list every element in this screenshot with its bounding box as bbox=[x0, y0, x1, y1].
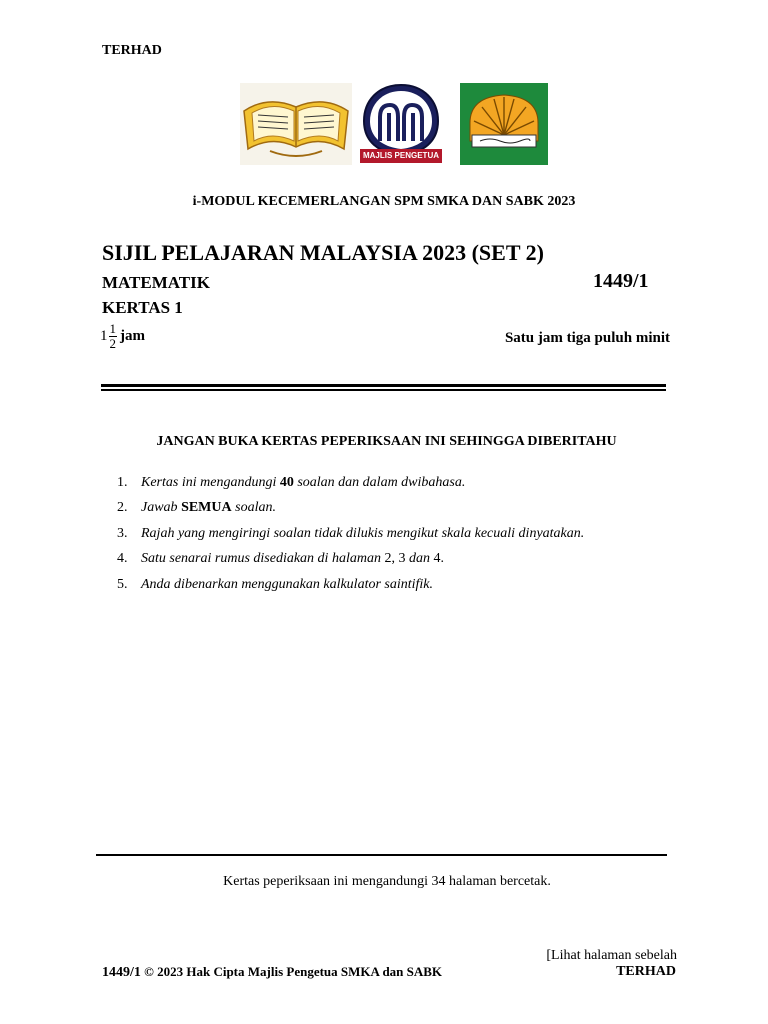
list-item bbox=[117, 470, 584, 496]
copyright-text: © 2023 Hak Cipta Majlis Pengetua SMKA dan SABK bbox=[144, 964, 443, 979]
item-number: 1. bbox=[117, 474, 128, 490]
institution-logo bbox=[460, 83, 548, 165]
item-text bbox=[141, 475, 465, 491]
duration-fraction bbox=[100, 322, 145, 351]
list-item bbox=[117, 572, 584, 598]
fraction bbox=[109, 322, 118, 351]
item-text: Anda dibenarkan menggunakan kalkulator saintifik. bbox=[141, 576, 434, 592]
paper-number: KERTAS 1 bbox=[102, 298, 183, 317]
page-count-note: Kertas peperiksaan ini mengandungi 34 halaman bercetak. bbox=[223, 874, 551, 889]
footer-copyright bbox=[102, 964, 442, 981]
footer-divider bbox=[96, 854, 667, 856]
item-text-part: Kertas ini mengandungi bbox=[141, 474, 280, 490]
item-number: 3. bbox=[117, 525, 128, 541]
classification-header: TERHAD bbox=[102, 43, 162, 58]
exam-title: SIJIL PELAJARAN MALAYSIA 2023 (SET 2) bbox=[102, 240, 544, 265]
subject-name: MATEMATIK bbox=[102, 273, 210, 292]
item-text: Rajah yang mengiringi soalan tidak dilukis mengikut skala kecuali dinyatakan. bbox=[141, 525, 585, 541]
list-item bbox=[117, 521, 584, 547]
duration-words: Satu jam tiga puluh minit bbox=[504, 330, 670, 346]
item-text-part: Jawab bbox=[141, 500, 182, 516]
classification-footer: TERHAD bbox=[616, 964, 676, 979]
separator: , bbox=[391, 551, 399, 567]
duration-unit: jam bbox=[120, 328, 145, 344]
divider-thick bbox=[101, 384, 666, 387]
module-title: i-MODUL KECEMERLANGAN SPM SMKA DAN SABK 2023 bbox=[192, 194, 576, 209]
item-text-part: Satu senarai rumus disediakan di halaman bbox=[141, 551, 385, 567]
fraction-denominator: 2 bbox=[109, 336, 116, 351]
item-text-part: dan bbox=[405, 551, 434, 567]
emphasis-all: SEMUA bbox=[181, 500, 232, 516]
page-ref: 4 bbox=[433, 551, 441, 567]
item-text bbox=[141, 500, 276, 516]
duration-whole: 1 bbox=[100, 328, 108, 344]
item-number: 2. bbox=[117, 500, 128, 516]
item-number: 4. bbox=[117, 551, 128, 567]
page-ref: 3 bbox=[398, 551, 406, 567]
instructions-list bbox=[117, 470, 584, 598]
paper-code: 1449/1 bbox=[593, 270, 649, 292]
footer-code: 1449/1 bbox=[102, 965, 141, 980]
item-text bbox=[141, 551, 444, 567]
divider-thin bbox=[101, 389, 666, 391]
logo-caption: MAJLIS PENGETUA SMKA bbox=[362, 151, 439, 172]
list-item bbox=[117, 496, 584, 522]
book-logo bbox=[240, 83, 352, 165]
page-ref: 2 bbox=[384, 551, 392, 567]
see-next-page: [Lihat halaman sebelah bbox=[546, 948, 677, 963]
item-number: 5. bbox=[117, 576, 128, 592]
majlis-pengetua-logo bbox=[358, 83, 444, 172]
question-count: 40 bbox=[279, 474, 294, 490]
list-item bbox=[117, 547, 584, 573]
fraction-numerator: 1 bbox=[109, 321, 116, 336]
item-text-part: soalan. bbox=[231, 500, 276, 516]
do-not-open-warning: JANGAN BUKA KERTAS PEPERIKSAAN INI SEHINGGA DIBERITAHU bbox=[156, 434, 617, 449]
item-text-part: soalan dan dalam dwibahasa. bbox=[293, 474, 466, 490]
item-text-part: . bbox=[440, 551, 444, 567]
